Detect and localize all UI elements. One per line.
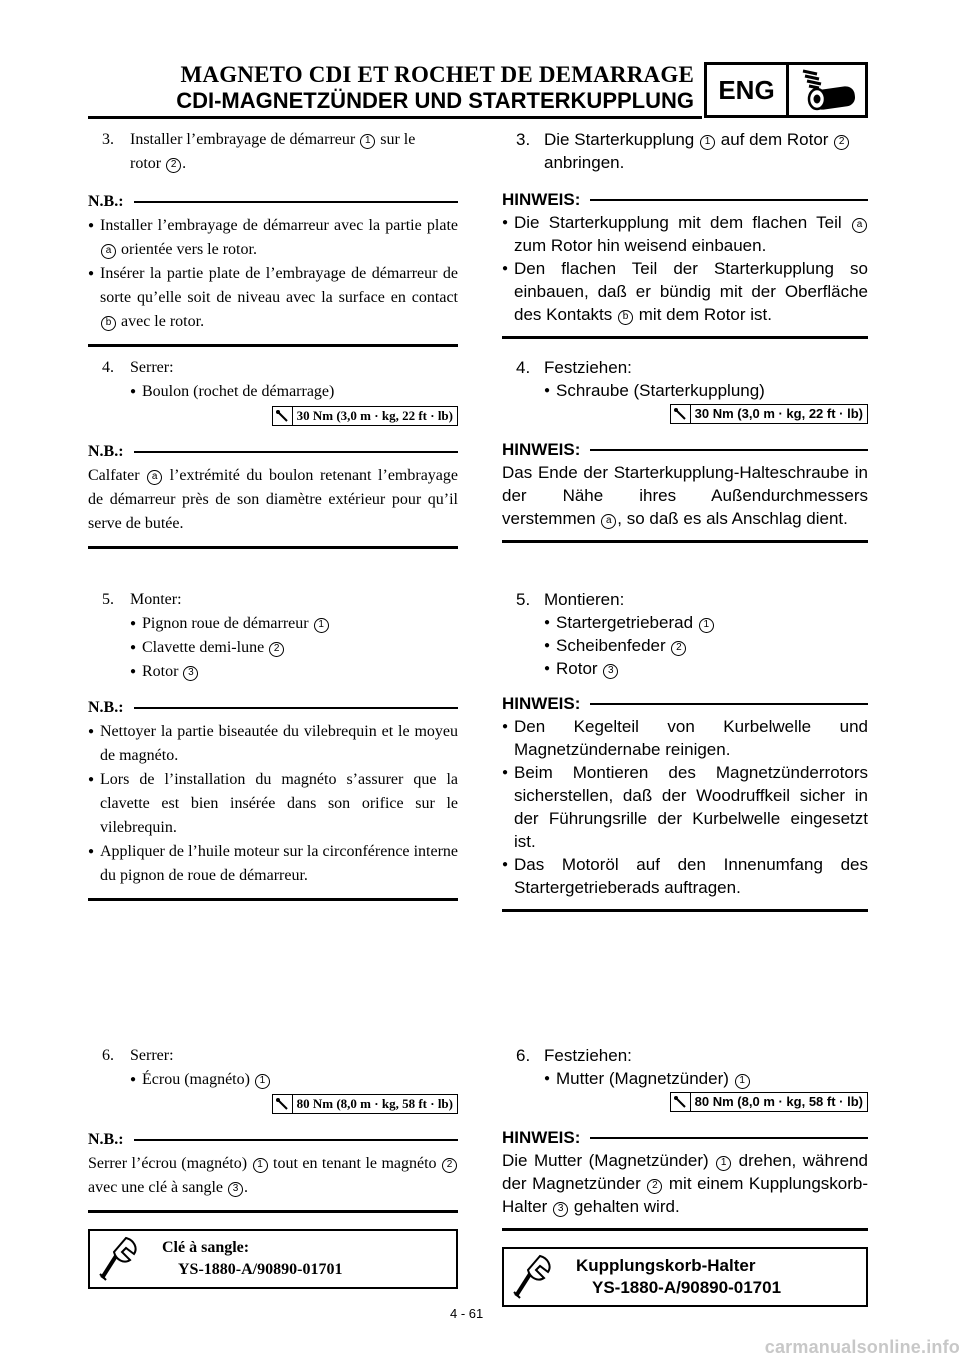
fr-step-4	[88, 356, 458, 380]
fr-step-6-note	[88, 1152, 458, 1200]
note-label: N.B.:	[88, 699, 124, 716]
special-tool-box	[88, 1229, 458, 1289]
page-header	[88, 60, 868, 118]
de-step-5-item	[544, 657, 868, 680]
step-text: Serrer:	[130, 359, 174, 376]
item-text: Pignon roue de démarreur	[142, 615, 309, 632]
french-step-4-block	[88, 356, 458, 549]
note-label: N.B.:	[88, 193, 124, 210]
torque-spec	[88, 1094, 458, 1114]
step-text: Serrer:	[130, 1047, 174, 1064]
ref-2: 2	[269, 642, 284, 657]
ref-2: 2	[834, 135, 849, 150]
note-end-rule	[88, 344, 458, 347]
tool-name: Clé à sangle:	[162, 1239, 250, 1256]
note-bullet	[88, 768, 458, 840]
ref-1: 1	[700, 135, 715, 150]
de-step-6	[502, 1044, 868, 1067]
note-end-rule	[502, 909, 868, 912]
engine-piston-icon	[789, 65, 865, 115]
item-text: Startergetrieberad	[556, 613, 694, 632]
note-text: Beim Montieren des Magnetzünderrotors sicherstellen, daß der Woodruffkeil sicher in der Führungsrille der Kurbelwelle eingesetzt ist.	[514, 763, 868, 851]
step-number: 4.	[102, 359, 114, 376]
note-header	[88, 440, 458, 464]
note-label: HINWEIS:	[502, 440, 581, 459]
note-text: gehalten wird.	[573, 1197, 680, 1216]
step-number: 3.	[102, 131, 114, 148]
de-step-3	[502, 128, 868, 151]
note-end-rule	[88, 898, 458, 901]
step-number: 3.	[516, 130, 531, 149]
ref-1: 1	[699, 618, 714, 633]
torque-value: 30 Nm (3,0 m · kg, 22 ft · lb)	[296, 408, 453, 423]
note-text: avec le rotor.	[121, 313, 205, 330]
step-text: sur le	[380, 131, 416, 148]
special-tool-box	[502, 1247, 868, 1307]
note-bullet	[88, 262, 458, 334]
note-header	[88, 190, 458, 214]
step-text: Installer l’embrayage de démarreur	[130, 131, 356, 148]
wrench-icon	[90, 1231, 146, 1287]
note-text: Das Ende der Starterkupplung-Halteschraube in der Nähe ihres Außendurchmessers verstemmen	[502, 463, 868, 528]
fr-step-5-item	[130, 660, 458, 684]
torque-spec	[502, 1092, 868, 1112]
step-text: Montieren:	[544, 590, 625, 609]
torque-spec	[502, 404, 868, 424]
note-label: N.B.:	[88, 443, 124, 460]
note-header	[502, 188, 868, 211]
step-text: Festziehen:	[544, 1046, 632, 1065]
item-text: Rotor	[142, 663, 179, 680]
ref-a: a	[601, 514, 616, 529]
note-text: Lors de l’installation du magnéto s’assurer que la clavette est bien insérée dans son orifice sur le vilebrequin.	[100, 771, 458, 836]
note-text: avec une clé à sangle	[88, 1179, 224, 1196]
wrench-icon	[504, 1249, 560, 1305]
ref-2: 2	[166, 158, 181, 173]
step-text: Monter:	[130, 591, 182, 608]
note-bullet	[88, 840, 458, 888]
ref-a: a	[147, 470, 162, 485]
note-bullet	[502, 257, 868, 326]
ref-1: 1	[360, 134, 375, 149]
ref-1: 1	[255, 1074, 270, 1089]
step-text: Die Starterkupplung	[544, 130, 695, 149]
ref-1: 1	[716, 1156, 731, 1171]
note-header	[502, 692, 868, 715]
ref-a: a	[852, 218, 867, 233]
ref-3: 3	[553, 1202, 568, 1217]
ref-3: 3	[228, 1182, 243, 1197]
note-text: Die Mutter (Magnetzünder)	[502, 1151, 709, 1170]
note-rule	[590, 449, 868, 451]
note-rule	[134, 451, 458, 453]
note-text: Nettoyer la partie biseautée du vilebrequin et le moyeu de magnéto.	[100, 723, 458, 764]
de-step-5	[502, 588, 868, 611]
note-text: tout en tenant le magnéto	[273, 1155, 437, 1172]
step-text: rotor	[130, 155, 162, 172]
note-text: mit einem Kupplungskorb-Halter	[502, 1174, 868, 1216]
note-text: Appliquer de l’huile moteur sur la circonférence interne du pignon de roue de démarreur.	[100, 843, 458, 884]
fr-step-5	[88, 588, 458, 612]
fr-step-4-note	[88, 464, 458, 536]
de-step-6-item	[544, 1067, 868, 1090]
note-end-rule	[502, 540, 868, 543]
ref-1: 1	[253, 1158, 268, 1173]
note-header	[502, 1126, 868, 1149]
fr-step-5-item	[130, 612, 458, 636]
torque-wrench-icon	[671, 405, 691, 423]
note-label: N.B.:	[88, 1131, 124, 1148]
item-text: Rotor	[556, 659, 598, 678]
step-number: 6.	[102, 1047, 114, 1064]
step-number: 5.	[516, 590, 531, 609]
ref-2: 2	[647, 1179, 662, 1194]
fr-step-6	[88, 1044, 458, 1068]
ref-3: 3	[603, 664, 618, 679]
torque-spec	[88, 406, 458, 426]
ref-b: b	[101, 316, 116, 331]
note-header	[88, 1128, 458, 1152]
note-text: .	[244, 1179, 249, 1196]
step-number: 5.	[102, 591, 114, 608]
section-badge	[704, 62, 868, 118]
note-text: orientée vers le rotor.	[121, 241, 257, 258]
page-number: 4 - 61	[450, 1306, 484, 1321]
torque-value: 80 Nm (8,0 m · kg, 58 ft · lb)	[694, 1094, 863, 1109]
de-step-4	[502, 356, 868, 379]
fr-step-4-item	[130, 380, 458, 404]
de-step-4-item	[544, 379, 868, 402]
header-rule	[88, 116, 702, 119]
ref-1: 1	[314, 618, 329, 633]
note-text: zum Rotor hin weisend einbauen.	[514, 236, 767, 255]
torque-wrench-icon	[273, 1095, 293, 1113]
note-rule	[590, 703, 868, 705]
header-title-fr: MAGNETO CDI ET ROCHET DE DEMARRAGE	[180, 62, 694, 87]
german-column	[502, 128, 868, 339]
tool-code: YS-1880-A/90890-01701	[178, 1261, 343, 1278]
de-step-5-item	[544, 611, 868, 634]
german-step-4-block	[502, 356, 868, 543]
fr-step-3	[88, 128, 458, 152]
ref-2: 2	[442, 1158, 457, 1173]
de-step-6-note	[502, 1149, 868, 1218]
note-end-rule	[88, 1210, 458, 1213]
ref-3: 3	[183, 666, 198, 681]
note-rule	[134, 1139, 458, 1141]
step-text: .	[182, 155, 187, 172]
note-text: Den Kegelteil von Kurbelwelle und Magnetzündernabe reinigen.	[514, 717, 868, 759]
note-label: HINWEIS:	[502, 190, 581, 209]
note-text: Den flachen Teil der Starterkupplung so einbauen, daß er bündig mit der Oberfläche des Kontakts	[514, 259, 868, 324]
tool-name: Kupplungskorb-Halter	[576, 1256, 756, 1275]
item-text: Écrou (magnéto)	[142, 1071, 250, 1088]
item-text: Schraube (Starterkupplung)	[556, 381, 765, 400]
fr-step-5-item	[130, 636, 458, 660]
torque-wrench-icon	[273, 407, 293, 425]
note-label: HINWEIS:	[502, 694, 581, 713]
note-bullet	[88, 214, 458, 262]
note-text: l’extrémité du boulon retenant l’embrayage de démarreur près de son diamètre extérieur pour qu’il serve de butée.	[88, 467, 459, 532]
fr-step-3-cont	[88, 152, 458, 176]
note-rule	[134, 201, 458, 203]
note-text: mit dem Rotor ist.	[638, 305, 772, 324]
section-badge-label: ENG	[707, 65, 789, 115]
note-text: Serrer l’écrou (magnéto)	[88, 1155, 248, 1172]
header-title-de: CDI-MAGNETZÜNDER UND STARTERKUPPLUNG	[176, 88, 694, 113]
note-bullet	[502, 853, 868, 899]
step-text: Festziehen:	[544, 358, 632, 377]
de-step-5-item	[544, 634, 868, 657]
step-text: auf dem Rotor	[720, 130, 829, 149]
note-text: drehen, während der Magnetzünder	[502, 1151, 868, 1193]
item-text: Scheibenfeder	[556, 636, 666, 655]
note-rule	[590, 1137, 868, 1139]
note-text: Die Starterkupplung mit dem flachen Teil	[514, 213, 842, 232]
note-bullet	[502, 715, 868, 761]
step-text: anbringen.	[544, 153, 625, 172]
note-text: Insérer la partie plate de l’embrayage de démarreur de sorte qu’elle soit de niveau avec la surface en contact	[100, 265, 458, 306]
note-header	[502, 438, 868, 461]
de-step-4-note	[502, 461, 868, 530]
note-header	[88, 696, 458, 720]
step-number: 6.	[516, 1046, 531, 1065]
ref-1: 1	[735, 1074, 750, 1089]
french-step-5-block	[88, 588, 458, 901]
item-text: Clavette demi-lune	[142, 639, 265, 656]
french-column	[88, 128, 458, 347]
note-bullet	[502, 211, 868, 257]
note-rule	[590, 199, 868, 201]
note-end-rule	[502, 1228, 868, 1231]
note-end-rule	[502, 336, 868, 339]
note-text: Calfater	[88, 467, 140, 484]
german-step-6-block	[502, 1044, 868, 1307]
step-number: 4.	[516, 358, 531, 377]
ref-b: b	[618, 310, 633, 325]
fr-step-6-item	[130, 1068, 458, 1092]
tool-code: YS-1880-A/90890-01701	[592, 1278, 782, 1297]
note-label: HINWEIS:	[502, 1128, 581, 1147]
ref-a: a	[101, 244, 116, 259]
de-step-3-cont	[502, 151, 868, 174]
note-bullet	[502, 761, 868, 853]
torque-value: 30 Nm (3,0 m · kg, 22 ft · lb)	[694, 406, 863, 421]
note-bullet	[88, 720, 458, 768]
note-text: Das Motoröl auf den Innenumfang des Startergetrieberads auftragen.	[514, 855, 868, 897]
torque-value: 80 Nm (8,0 m · kg, 58 ft · lb)	[296, 1096, 453, 1111]
note-text: , so daß es als Anschlag dient.	[617, 509, 848, 528]
item-text: Boulon (rochet de démarrage)	[142, 383, 335, 400]
note-text: Installer l’embrayage de démarreur avec la partie plate	[100, 217, 458, 234]
torque-wrench-icon	[671, 1093, 691, 1111]
item-text: Mutter (Magnetzünder)	[556, 1069, 729, 1088]
french-step-6-block	[88, 1044, 458, 1289]
note-rule	[134, 707, 458, 709]
footer-watermark: carmanualsonline.info	[764, 1337, 960, 1357]
ref-2: 2	[671, 641, 686, 656]
german-step-5-block	[502, 588, 868, 912]
note-end-rule	[88, 546, 458, 549]
